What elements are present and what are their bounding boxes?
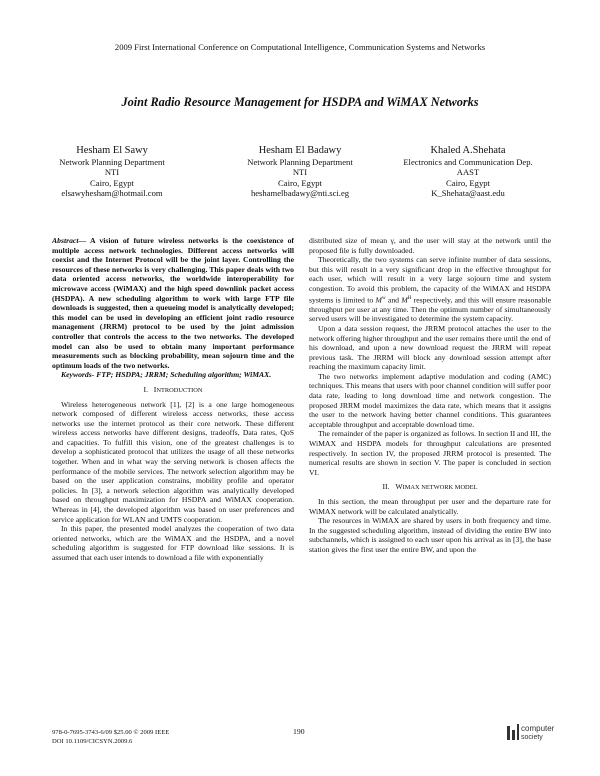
- author-email: K_Shehata@aast.edu: [431, 188, 505, 199]
- author-name: Hesham El Badawy: [258, 145, 342, 156]
- paragraph: distributed size of mean γ, and the user will stay at the network until the proposed file is fully downloaded.: [309, 236, 551, 255]
- section-title-initial: I: [153, 384, 157, 394]
- author-1: [42, 144, 182, 199]
- abstract-text: A vision of future wireless networks is the coexistence of multiple access network technologies. Different access networks will coexist and the Internet Protocol will be the joint layer. Controlling the resources of these networks is very challenging. This paper deals with two data oriented access networks, the worldwide interoperability for microwave access (WiMAX) and the high speed downlink packet access (HSDPA). A new scheduling algorithm to work with large FTP file downloads is suggested, then a queueing model is analytically developed; this model can be used in developing an efficient joint radio resource management (JRRM) protocol to be used by the joint admission controller that controls the access to the two networks. The developed model can also be used to obtain many important performance measurements such as blocking probability, mean sojourn time and the optimum loads of the two networks.: [52, 236, 294, 370]
- author-affiliation: NTI: [292, 167, 308, 178]
- author-affiliation: NTI: [104, 167, 120, 178]
- paper-title: Joint Radio Resource Management for HSDPA and WiMAX Networks: [121, 95, 479, 109]
- left-column: [52, 236, 294, 563]
- author-location: Cairo, Egypt: [90, 177, 134, 188]
- author-name: Khaled A.Shehata: [430, 145, 506, 156]
- conference-header: 2009 First International Conference on Computational Intelligence, Communication Systems and Networks: [114, 42, 486, 52]
- abstract: [52, 236, 294, 370]
- keywords: Keywords- FTP; HSDPA; JRRM; Scheduling algorithm; WiMAX.: [61, 370, 272, 380]
- abstract-label: Abstract—: [52, 236, 87, 245]
- right-column: [309, 236, 551, 555]
- section-heading-introduction: [52, 385, 294, 396]
- paragraph: In this section, the mean throughput per user and the departure rate for WiMAX network will be calculated analytically.: [309, 497, 551, 516]
- author-location: Cairo, Egypt: [278, 177, 322, 188]
- author-location: Cairo, Egypt: [446, 177, 490, 188]
- page-number: 190: [293, 727, 305, 736]
- author-affiliation: AAST: [456, 167, 480, 178]
- paragraph: Upon a data session request, the JRRM protocol attaches the user to the network offering higher throughput and the user remains there until the end of his download, and upon a new download request the JRRM will repeat previous task. The JRRM will block any download session attempt after reaching the maximum capacity limit.: [309, 323, 551, 372]
- section-title-rest: NTRODUCTION: [156, 386, 203, 394]
- paragraph: The remainder of the paper is organized as follows. In section II and III, the WiMAX and HSDPA models for throughput calculations are presented respectively. In section IV, the proposed JRRM protocol is presented. The numerical results are shown in section V. The paper is concluded in section VI.: [309, 429, 551, 477]
- paragraph: The two networks implement adaptive modulation and coding (AMC) techniques. This means that users with poor channel condition will suffer poor data rate, leading to long download time and network congestion. The proposed JRRM model maximizes the data rate, which means that it assigns the user to the network having better channel conditions. This guarantees acceptable throughput and acceptable download time.: [309, 371, 551, 429]
- paragraph: Wireless heterogeneous network [1], [2] is a one large homogeneous network composed of different wireless access networks, these access networks use the internet protocol as their core network. These different wireless access networks have different designs, tradeoffs, Data rates, QoS and capacities. To fulfill this vision, one of the greatest challenges is to develop a sophisticated protocol that utilizes the usage of all these networks together. When and in what way the serving network is chosen affects the performance of the mobile services. The network selection algorithm may be based on the user application constrains, mobility profile and operator policies. In [3], a network selection algorithm was analytically developed based on throughput maximization for HSDPA and WiMAX cooperation. Whereas in [4], the developed algorithm was based on user preferences and service application for WLAN and UMTS cooperation.: [52, 399, 294, 524]
- logo-text-society: society: [521, 734, 543, 741]
- section-title-rest: IMAX NETWORK MODEL: [402, 484, 478, 492]
- ieee-cs-emblem-icon: [506, 724, 520, 742]
- author-email: heshamelbadawy@nti.sci.eg: [250, 188, 350, 199]
- section-heading-wimax: [309, 482, 551, 493]
- footer-isbn: 978-0-7695-3743-6/09 $25.00 © 2009 IEEE: [52, 729, 170, 736]
- author-email: elsawyhesham@hotmail.com: [61, 188, 163, 199]
- author-3: [383, 144, 553, 199]
- paragraph: Theoretically, the two systems can serve infinite number of data sessions, but this will result in a very significant drop in the effective throughput for each user, which will result in a very large sojourn time and system congestion. To avoid this problem, the capacity of the WiMAX and HSDPA systems is limited to $M^w$ and $M^H$ respectively, and this will ensure reasonable throughput per user at any time. Then the optimum number of simultaneously served users will be investigated to determine the system capacity.: [309, 255, 551, 324]
- paragraph: In this paper, the presented model analyzes the cooperation of two data oriented networks, which are the WiMAX and the HSDPA, and a novel scheduling algorithm is suggested for FTP download like sessions. It is assumed that each user intends to download a file with exponentially: [52, 524, 294, 562]
- paragraph: The resources in WiMAX are shared by users in both frequency and time. In the suggested scheduling algorithm, instead of dividing the entire BW into subchannels, which is assigned to each user upon his arrival as in [3], the base station gives the first user the entire BW, and upon the: [309, 516, 551, 554]
- footer-doi: DOI 10.1109/CICSYN.2009.6: [52, 738, 133, 745]
- computer-society-logo: [506, 720, 566, 746]
- author-name: Hesham El Sawy: [76, 145, 148, 156]
- section-number: I.: [143, 384, 148, 394]
- section-title-initial: W: [395, 482, 403, 492]
- author-affiliation: Network Planning Department: [247, 157, 353, 167]
- author-2: [230, 144, 370, 199]
- author-affiliation: Electronics and Communication Dep.: [403, 157, 533, 167]
- author-affiliation: Network Planning Department: [59, 157, 165, 167]
- section-number: II.: [382, 482, 390, 492]
- logo-text-computer: computer: [521, 724, 555, 733]
